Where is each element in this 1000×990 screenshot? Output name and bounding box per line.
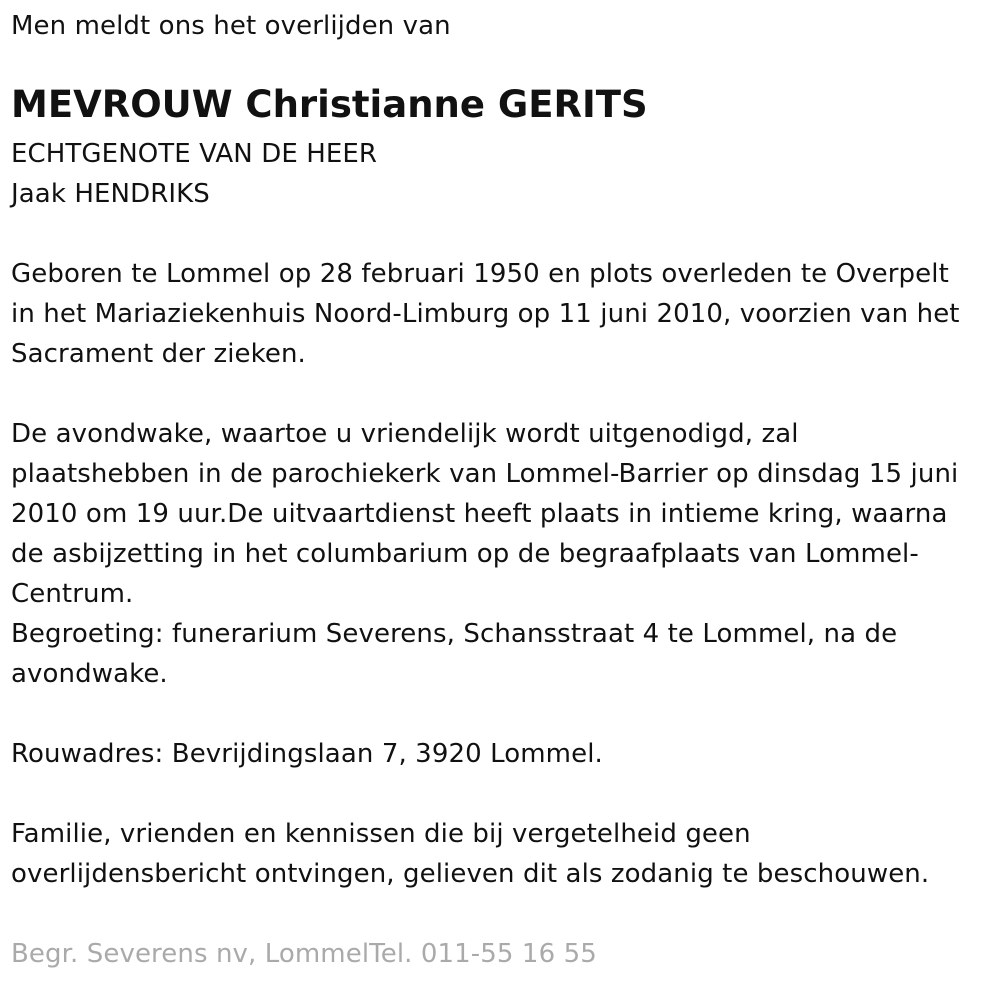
paragraph-line: avondwake.: [11, 659, 168, 689]
funeral-home-footer: Begr. Severens nv, LommelTel. 011-55 16 55: [11, 939, 597, 969]
family-paragraph: [11, 814, 929, 894]
birth-death-paragraph: [11, 254, 960, 374]
paragraph-line: Familie, vrienden en kennissen die bij vergetelheid geen: [11, 819, 751, 849]
deceased-name: MEVROUW Christianne GERITS: [11, 83, 648, 126]
wake-paragraph: [11, 414, 958, 694]
spouse-line: Jaak HENDRIKS: [11, 179, 210, 209]
paragraph-line: Sacrament der zieken.: [11, 339, 306, 369]
paragraph-line: overlijdensbericht ontvingen, gelieven dit als zodanig te beschouwen.: [11, 859, 930, 889]
paragraph-line: plaatshebben in de parochiekerk van Lommel-Barrier op dinsdag 15 juni: [11, 459, 959, 489]
spouse-line: ECHTGENOTE VAN DE HEER: [11, 139, 378, 169]
paragraph-line: in het Mariaziekenhuis Noord-Limburg op 11 juni 2010, voorzien van het: [11, 299, 960, 329]
spouse-block: [11, 134, 377, 214]
paragraph-line: Begroeting: funerarium Severens, Schansstraat 4 te Lommel, na de: [11, 619, 898, 649]
paragraph-line: Geboren te Lommel op 28 februari 1950 en plots overleden te Overpelt: [11, 259, 949, 289]
paragraph-line: 2010 om 19 uur.De uitvaartdienst heeft plaats in intieme kring, waarna: [11, 499, 948, 529]
paragraph-line: De avondwake, waartoe u vriendelijk wordt uitgenodigd, zal: [11, 419, 799, 449]
intro-text: Men meldt ons het overlijden van: [11, 11, 451, 41]
paragraph-line: Centrum.: [11, 579, 134, 609]
mourning-address: Rouwadres: Bevrijdingslaan 7, 3920 Lommel.: [11, 739, 603, 769]
paragraph-line: de asbijzetting in het columbarium op de begraafplaats van Lommel-: [11, 539, 919, 569]
